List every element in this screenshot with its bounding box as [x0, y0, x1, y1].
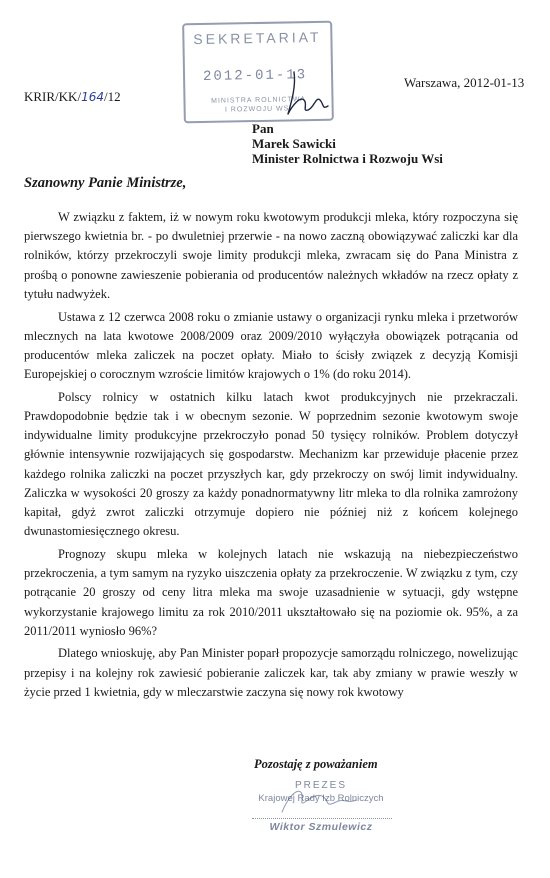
stamp-line-1: MINISTRA ROLNICTWA	[211, 96, 306, 105]
paragraph-5: Dlatego wnioskuję, aby Pan Minister poparł propozycje samorządu rolniczego, nowelizując przepisy i na kolejny rok zawiesić pobieranie zaliczek kar, tak aby zmiany w prawie weszły w życie przed 1 kwietnia, gdy w mleczarstwie zaczyna się nowy rok kwotowy	[24, 646, 518, 699]
paragraph-1: W związku z faktem, iż w nowym roku kwotowym produkcji mleka, który rozpoczyna się pierwszego kwietnia br. - po dwuletniej przerwie - na nowo zaczną obowiązywać zaliczki kar dla rolników, którzy przekroczyli swoje limity produkcji mleka, zwracam się do Pana Ministra z prośbą o ponowne zawieszenie pobierania od producentów należnych wkładów na rzecz opłaty z tytułu nadwyżek.	[24, 210, 518, 301]
ref-handwritten-number: 164	[81, 90, 104, 104]
received-signature	[282, 66, 332, 120]
addressee-name: Marek Sawicki	[252, 136, 336, 151]
addressee-position: Minister Rolnictwa i Rozwoju Wsi	[252, 151, 443, 166]
letter-body	[24, 208, 518, 706]
president-organization: Krajowej Rady Izb Rolniczych	[258, 793, 384, 804]
addressee-block	[252, 121, 443, 166]
stamp-date: 2012-01-13	[202, 67, 308, 85]
closing-phrase: Pozostaję z poważaniem	[254, 757, 378, 771]
reference-number	[24, 89, 121, 105]
president-name: Wiktor Szmulewicz	[269, 821, 373, 833]
signature-line	[252, 818, 392, 819]
ref-suffix: /12	[103, 89, 121, 104]
stamp-line-2: I ROZWOJU WSI	[224, 105, 293, 114]
stamp-title: SEKRETARIAT	[193, 28, 322, 48]
paragraph-3: Polscy rolnicy w ostatnich kilku latach kwot produkcyjnych nie przekraczali. Prawdopodobnie będzie tak i w obecnym sezonie. W poprzednim sezonie kwotowym swoje indywidualne limity produkcyjne przekroczyło ponad 50 tysięcy rolników. Problem dotyczył głównie intensywnie rozwijających się gospodarstw. Mechanizm kar przewiduje płacenie przez każdego rolnika zaliczki na poczet przyszłych kar, gdy przekroczy on swój limit indywidualny. Zaliczka w wysokości 20 groszy za każdy ponadnormatywny litr mleka to dla rolnika zamrożony kapitał, gdyż zwrot zaliczki otrzymuje dopiero nie później niż z końcem kolejnego dwunastomiesięcznego okresu.	[24, 389, 518, 539]
president-signature	[252, 782, 372, 818]
place-and-date: Warszawa, 2012-01-13	[404, 75, 525, 90]
addressee-title: Pan	[252, 121, 274, 136]
ref-prefix: KRIR/KK/	[24, 89, 82, 104]
president-title: PREZES	[294, 780, 347, 791]
paragraph-4: Prognozy skupu mleka w kolejnych latach nie wskazują na niebezpieczeństwo przekroczenia, a tym samym na ryzyko uiszczenia opłaty za przekroczenie. W związku z tym, czy potrącanie 20 groszy od ceny litra mleka ma swoje uzasadnienie w sytuacji, gdy wstępne wykorzystanie krajowego limitu za rok 2010/2011 ukształtowało się na poziomie ok. 95%, a za 2011/2011 wyniosło 96%?	[24, 546, 518, 638]
paragraph-2: Ustawa z 12 czerwca 2008 roku o zmianie ustawy o organizacji rynku mleka i przetworów mlecznych na lata kwotowe 2008/2009 oraz 2009/2010 wyłączyła obowiązek potrącania od producentów mleka zaliczek na poczet opłaty. Miało to ścisły związek z decyzją Komisji Europejskiej o corocznym wzroście limitów krajowych o 1% (do roku 2014).	[24, 309, 518, 382]
salutation: Szanowny Panie Ministrze,	[24, 175, 187, 191]
